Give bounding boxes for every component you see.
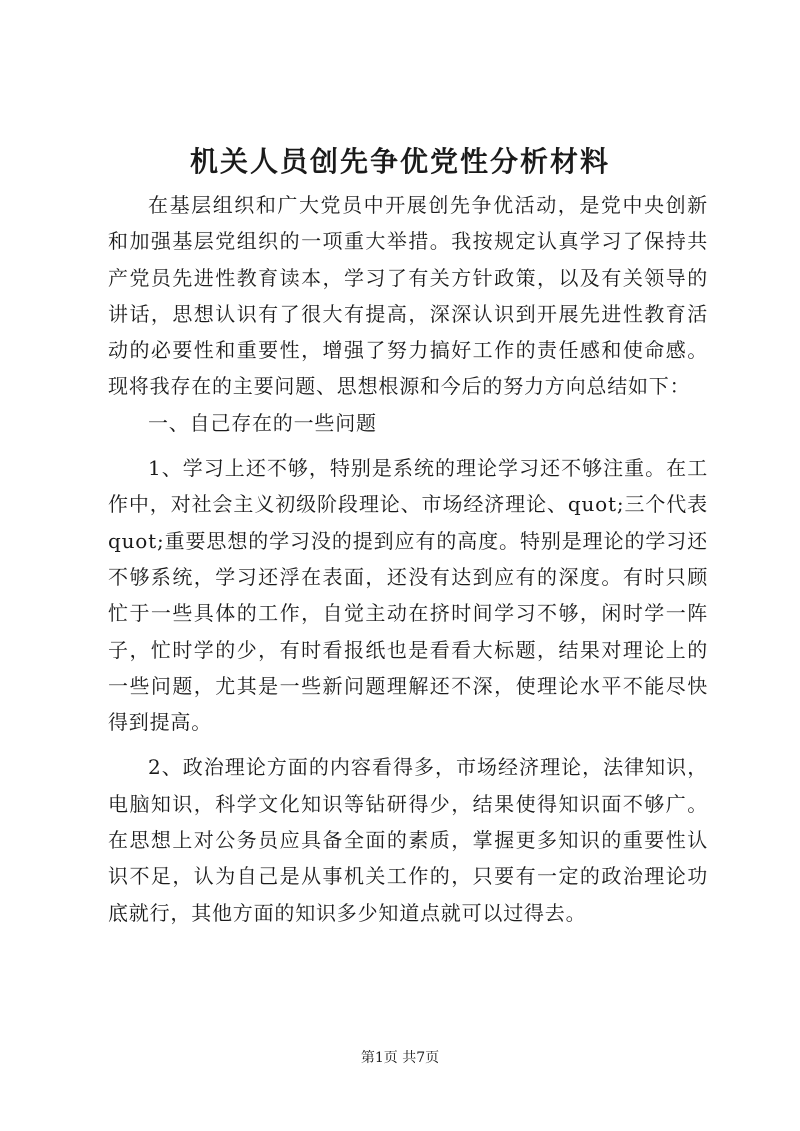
paragraph-intro: 在基层组织和广大党员中开展创先争优活动，是党中央创新和加强基层党组织的一项重大举措。我按规定认真学习了保持共产党员先进性教育读本，学习了有关方针政策，以及有关领导的讲话，思想认识有了很大有提高，深深认识到开展先进性教育活动的必要性和重要性，增强了努力搞好工作的责任感和使命感。现将我存在的主要问题、思想根源和今后的努力方向总结如下： bbox=[108, 193, 708, 399]
page-number-label: 第1页 共7页 bbox=[360, 1050, 440, 1066]
page-footer bbox=[0, 1048, 800, 1068]
document-body bbox=[108, 187, 708, 931]
section-heading: 一、自己存在的一些问题 bbox=[148, 410, 377, 435]
paragraph-item-2: 2、政治理论方面的内容看得多，市场经济理论，法律知识，电脑知识，科学文化知识等钻研得少，结果使得知识面不够广。在思想上对公务员应具备全面的素质，掌握更多知识的重要性认识不足，认为自己是从事机关工作的，只要有一定的政治理论功底就行，其他方面的知识多少知道点就可以过得去。 bbox=[108, 755, 708, 925]
paragraph-item-1: 1、学习上还不够，特别是系统的理论学习还不够注重。在工作中，对社会主义初级阶段理论、市场经济理论、quot;三个代表quot;重要思想的学习没的提到应有的高度。特别是理论的学习还不够系统，学习还浮在表面，还没有达到应有的深度。有时只顾忙于一些具体的工作，自觉主动在挤时间学习不够，闲时学一阵子，忙时学的少，有时看报纸也是看看大标题，结果对理论上的一些问题，尤其是一些新问题理解还不深，使理论水平不能尽快得到提高。 bbox=[108, 456, 708, 735]
document-title: 机关人员创先争优党性分析材料 bbox=[189, 145, 610, 178]
